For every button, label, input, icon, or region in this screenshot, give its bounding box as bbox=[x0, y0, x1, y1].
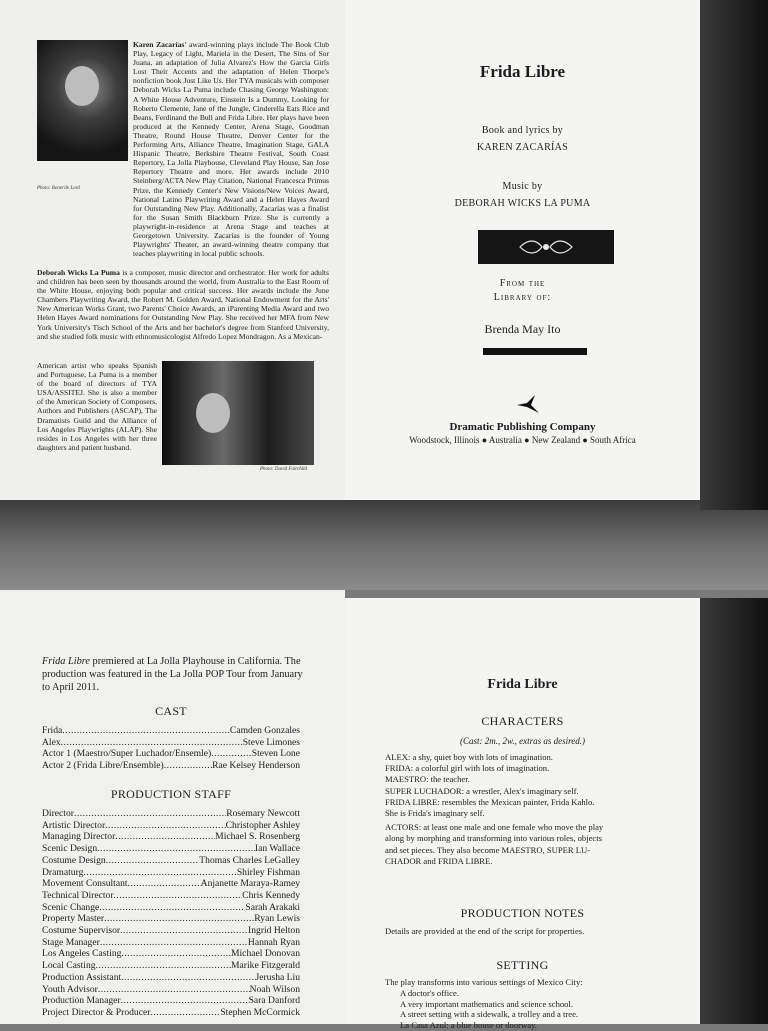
karen-bio-text: award-winning plays include The Book Club Play, Legacy of Light, Mariela in the Desert, The Sins of Sor Juana, an adaptation of Julia Alvarez's How the Garcia Girls Lost Their Accents and the adaptation of Helen Thorpe's nonfiction book Just Like Us. Her TYA musicals with composer Deborah Wicks La Puma include Chasing George Washington: A White House Adventure, Einstein Is a Dummy, Looking for Roberto Clemente, Jane of the Jungle, Cinderella Eats Rice and Beans, Ferdinand the Bull and Frida Libre. Her plays have been produced at the Kennedy Center, Arena Stage, Goodman Theatre, Round House Theatre, Denver Center for the Performing Arts, Alliance Theatre, Imagination Stage, GALA Hispanic Theatre, Berkshire Theatre Festival, South Coast Repertory, La Jolla Playhouse, Cleveland Play House, San Jose Repertory Theatre and more. Her awards include 2010 Steinberg/ACTA New Play Citation, National Francesca Primus Prize, the Kennedy Center's New Visions/New Voices Award, National Latino Playwriting Award and a Helen Hayes Award for Outstanding New Play. Additionally, Zacarías was a finalist for the Susan Smith Blackburn Prize. She is currently a playwright-in-residence at Arena Stage and teaches at Georgetown University. Zacarías is the founder of Young Playwrights' Theater, an award-winning theatre company that teaches playwriting in local public schools. bbox=[133, 40, 329, 259]
deborah-bio-continued bbox=[37, 361, 157, 452]
roster-name: Sara Danford bbox=[248, 995, 300, 1007]
roster-role: Actor 1 (Maestro/Super Luchador/Ensemle) bbox=[42, 748, 212, 760]
roster-role: Dramaturg bbox=[42, 866, 84, 878]
roster-role: Production Manager bbox=[42, 995, 121, 1007]
roster-role: Managing Director bbox=[42, 831, 116, 843]
staff-row bbox=[42, 1007, 300, 1019]
character-line: MAESTRO: the teacher. bbox=[385, 774, 470, 785]
production-staff-heading: PRODUCTION STAFF bbox=[110, 787, 232, 801]
staff-row bbox=[42, 831, 300, 843]
roster-role: Movement Consultant bbox=[42, 878, 128, 890]
staff-row bbox=[42, 878, 300, 890]
roster-role: Local Casting bbox=[42, 960, 96, 972]
leader-dots bbox=[62, 725, 230, 737]
leader-dots bbox=[98, 984, 250, 996]
premiere-text: premiered at La Jolla Playhouse in California. The production was featured in the La Jolla POP Tour from January to April 2011. bbox=[42, 656, 303, 693]
staff-row bbox=[42, 972, 300, 984]
deborah-bio bbox=[37, 268, 329, 341]
roster-name: Sarah Arakaki bbox=[245, 901, 300, 913]
cast-size-note: (Cast: 2m., 2w., extras as desired.) bbox=[460, 736, 585, 746]
roster-name: Ingrid Helton bbox=[248, 925, 300, 936]
roster-role: Alex bbox=[42, 736, 61, 748]
publisher-name: Dramatic Publishing Company bbox=[449, 421, 596, 433]
scan-shadow-right-top bbox=[700, 0, 768, 510]
staff-row bbox=[42, 902, 300, 914]
character-line: SUPER LUCHADOR: a wrestler, Alex's imaginary self. bbox=[385, 785, 579, 796]
setting-line: A very important mathematics and science school. bbox=[400, 998, 574, 1009]
leader-dots bbox=[61, 737, 243, 749]
owner-underline bbox=[483, 348, 587, 355]
setting-heading: SETTING bbox=[496, 958, 549, 972]
library-label-2: Library of: bbox=[493, 292, 552, 303]
roster-name: Jerusha Liu bbox=[255, 971, 300, 983]
character-line: She is Frida's imaginary self. bbox=[385, 808, 485, 818]
roster-name: Marike Fitzgerald bbox=[231, 960, 300, 972]
production-notes-heading: PRODUCTION NOTES bbox=[460, 906, 585, 920]
owner-signature: Brenda May Ito bbox=[484, 322, 561, 336]
roster-name: Stephen McCormick bbox=[220, 1006, 300, 1018]
leader-dots bbox=[211, 748, 252, 760]
leader-dots bbox=[115, 831, 215, 843]
deborah-name: Deborah Wicks La Puma bbox=[37, 268, 120, 277]
leader-dots bbox=[83, 867, 236, 879]
staff-row bbox=[42, 843, 300, 855]
leader-dots bbox=[121, 948, 231, 960]
roster-role: Production Assistant bbox=[42, 971, 122, 983]
staff-row bbox=[42, 808, 300, 820]
roster-name: Shirley Fishman bbox=[236, 866, 300, 878]
roster-role: Project Director & Producer bbox=[42, 1006, 151, 1018]
music-credit: Music by bbox=[502, 181, 543, 192]
characters-page-title: Frida Libre bbox=[487, 677, 558, 692]
cast-row bbox=[42, 737, 300, 749]
photo-credit-deborah: Photo: David Fairchild bbox=[260, 467, 308, 472]
composer-name: DEBORAH WICKS LA PUMA bbox=[454, 198, 591, 209]
roster-name: Rosemary Newcott bbox=[226, 808, 300, 819]
characters-heading: CHARACTERS bbox=[481, 714, 564, 728]
roster-name: Anjanette Maraya-Ramey bbox=[200, 878, 300, 890]
character-line: FRIDA: a colorful girl with lots of imagination. bbox=[385, 763, 550, 774]
setting-line: A doctor's office. bbox=[400, 988, 459, 998]
library-label-1: From the bbox=[499, 278, 546, 289]
deborah-bio-text-2: American artist who speaks Spanish and Portuguese, La Puma is a member of the board of directors of TYA USA/ASSITEJ. She is also a member of the American Society of Composers, Authors and Publishers (ASCAP), The Dramatists Guild and the Alliance of Los Angeles Playwrights (ALAP). She resides in Los Angeles with her three daughters and patient husband. bbox=[37, 361, 157, 452]
setting-line: La Casa Azul: a blue house or doorway. bbox=[400, 1019, 537, 1030]
roster-role: Property Master bbox=[42, 913, 105, 925]
leader-dots bbox=[150, 1007, 220, 1019]
setting-intro: The play transforms into various settings of Mexico City: bbox=[385, 977, 583, 987]
roster-name: Michael Donovan bbox=[230, 948, 300, 960]
leader-dots bbox=[100, 937, 248, 949]
character-line: and set pieces. They also become MAESTRO, SUPER LU- bbox=[385, 844, 591, 855]
roster-role: Costume Design bbox=[42, 854, 106, 866]
book-lyrics-credit: Book and lyrics by bbox=[481, 125, 564, 136]
karen-bio bbox=[133, 40, 329, 258]
ornament-banner bbox=[478, 230, 614, 264]
roster-name: Rae Kelsey Henderson bbox=[212, 760, 300, 772]
premiere-title: Frida Libre bbox=[42, 656, 90, 667]
leader-dots bbox=[114, 890, 243, 902]
character-line: along by morphing and transforming into various roles, objects bbox=[385, 833, 602, 844]
leader-dots bbox=[104, 913, 254, 925]
roster-role: Actor 2 (Frida Libre/Ensemble) bbox=[42, 760, 164, 772]
staff-row bbox=[42, 820, 300, 832]
roster-role: Scenic Design bbox=[42, 843, 98, 855]
cast-row bbox=[42, 760, 300, 772]
roster-name: Ryan Lewis bbox=[254, 913, 300, 925]
roster-role: Scenic Change bbox=[42, 901, 100, 913]
roster-name: Hannah Ryan bbox=[247, 936, 300, 948]
leader-dots bbox=[105, 820, 226, 832]
publisher-location: Woodstock, Illinois ● Australia ● New Zealand ● South Africa bbox=[409, 435, 636, 445]
cast-row bbox=[42, 748, 300, 760]
staff-row bbox=[42, 937, 300, 949]
composer-photo-deborah bbox=[162, 361, 314, 465]
staff-row bbox=[42, 890, 300, 902]
roster-name: Chris Kennedy bbox=[242, 889, 300, 901]
cast-row bbox=[42, 725, 300, 737]
roster-role: Director bbox=[42, 808, 74, 819]
character-line: ACTORS: at least one male and one female who move the play bbox=[385, 822, 604, 833]
roster-name: Ian Wallace bbox=[254, 843, 300, 855]
setting-line: A street setting with a sidewalk, a trolley and a tree. bbox=[400, 1009, 579, 1019]
roster-name: Christopher Ashley bbox=[225, 819, 300, 831]
play-title: Frida Libre bbox=[479, 62, 566, 81]
flourish-ornament-icon bbox=[518, 237, 574, 257]
roster-name: Noah Wilson bbox=[249, 983, 300, 995]
character-line: CHADOR and FRIDA LIBRE. bbox=[385, 855, 493, 866]
roster-role: Stage Manager bbox=[42, 936, 100, 948]
roster-role: Youth Advisor bbox=[42, 983, 98, 995]
staff-row bbox=[42, 995, 300, 1007]
roster-role: Technical Director bbox=[42, 889, 114, 901]
author-name: KAREN ZACARÍAS bbox=[476, 142, 569, 153]
roster-name: Steven Lone bbox=[251, 748, 300, 760]
roster-name: Camden Gonzales bbox=[229, 725, 300, 736]
leader-dots bbox=[128, 878, 201, 890]
leader-dots bbox=[97, 843, 255, 855]
roster-name: Thomas Charles LeGalley bbox=[199, 854, 300, 866]
bio-page bbox=[0, 0, 345, 500]
leader-dots bbox=[164, 760, 212, 772]
staff-row bbox=[42, 855, 300, 867]
staff-row bbox=[42, 984, 300, 996]
leader-dots bbox=[106, 855, 200, 867]
roster-role: Costume Supervisor bbox=[42, 925, 121, 936]
roster-role: Artistic Director bbox=[42, 819, 106, 831]
roster-name: Michael S. Rosenberg bbox=[215, 831, 300, 843]
leader-dots bbox=[121, 995, 249, 1007]
character-line: FRIDA LIBRE: resembles the Mexican painter, Frida Kahlo. bbox=[385, 796, 595, 807]
photo-credit-karen: Photo: Bonerile Lord bbox=[37, 186, 80, 191]
scan-gutter-top bbox=[0, 500, 768, 590]
leader-dots bbox=[74, 808, 226, 820]
staff-row bbox=[42, 960, 300, 972]
scan-shadow-right-bottom bbox=[700, 598, 768, 1024]
staff-row bbox=[42, 913, 300, 925]
staff-row bbox=[42, 925, 300, 937]
title-page bbox=[345, 0, 700, 500]
leader-dots bbox=[121, 972, 255, 984]
roster-role: Los Angeles Casting bbox=[42, 948, 122, 960]
production-notes-text: Details are provided at the end of the script for properties. bbox=[385, 926, 585, 936]
staff-row bbox=[42, 948, 300, 960]
karen-name: Karen Zacarías' bbox=[133, 40, 187, 49]
roster-role: Frida bbox=[42, 725, 63, 736]
character-line: ALEX: a shy, quiet boy with lots of imagination. bbox=[385, 752, 553, 762]
staff-row bbox=[42, 867, 300, 879]
author-photo-karen bbox=[37, 40, 128, 161]
leader-dots bbox=[96, 960, 231, 972]
deborah-bio-text: is a composer, music director and orchestrator. Her work for adults and children has been seen by thousands around the world, from Australia to the East Room of the White House, enjoying both popular and critical success. Her awards include the June Chambers Playwriting Award, the Robert M. Golden Award, National Endowment for the Arts' New American Works Grant, two Parents' Choice Awards, an iParenting Media Award and two Helen Hayes Award nominations for Outstanding New Play. She received her MFA from New York University's Tisch School of the Arts and her bachelor's degree from Stanford University, and she studied folk music with ethnomusicologist Alfredo Lopez Mondragon. As a Mexican- bbox=[37, 268, 329, 341]
cast-heading: CAST bbox=[155, 704, 187, 718]
leader-dots bbox=[120, 925, 248, 937]
publisher-logo-icon bbox=[515, 393, 541, 415]
leader-dots bbox=[99, 902, 245, 914]
roster-name: Steve Limones bbox=[242, 736, 300, 748]
premiere-note bbox=[42, 655, 312, 694]
